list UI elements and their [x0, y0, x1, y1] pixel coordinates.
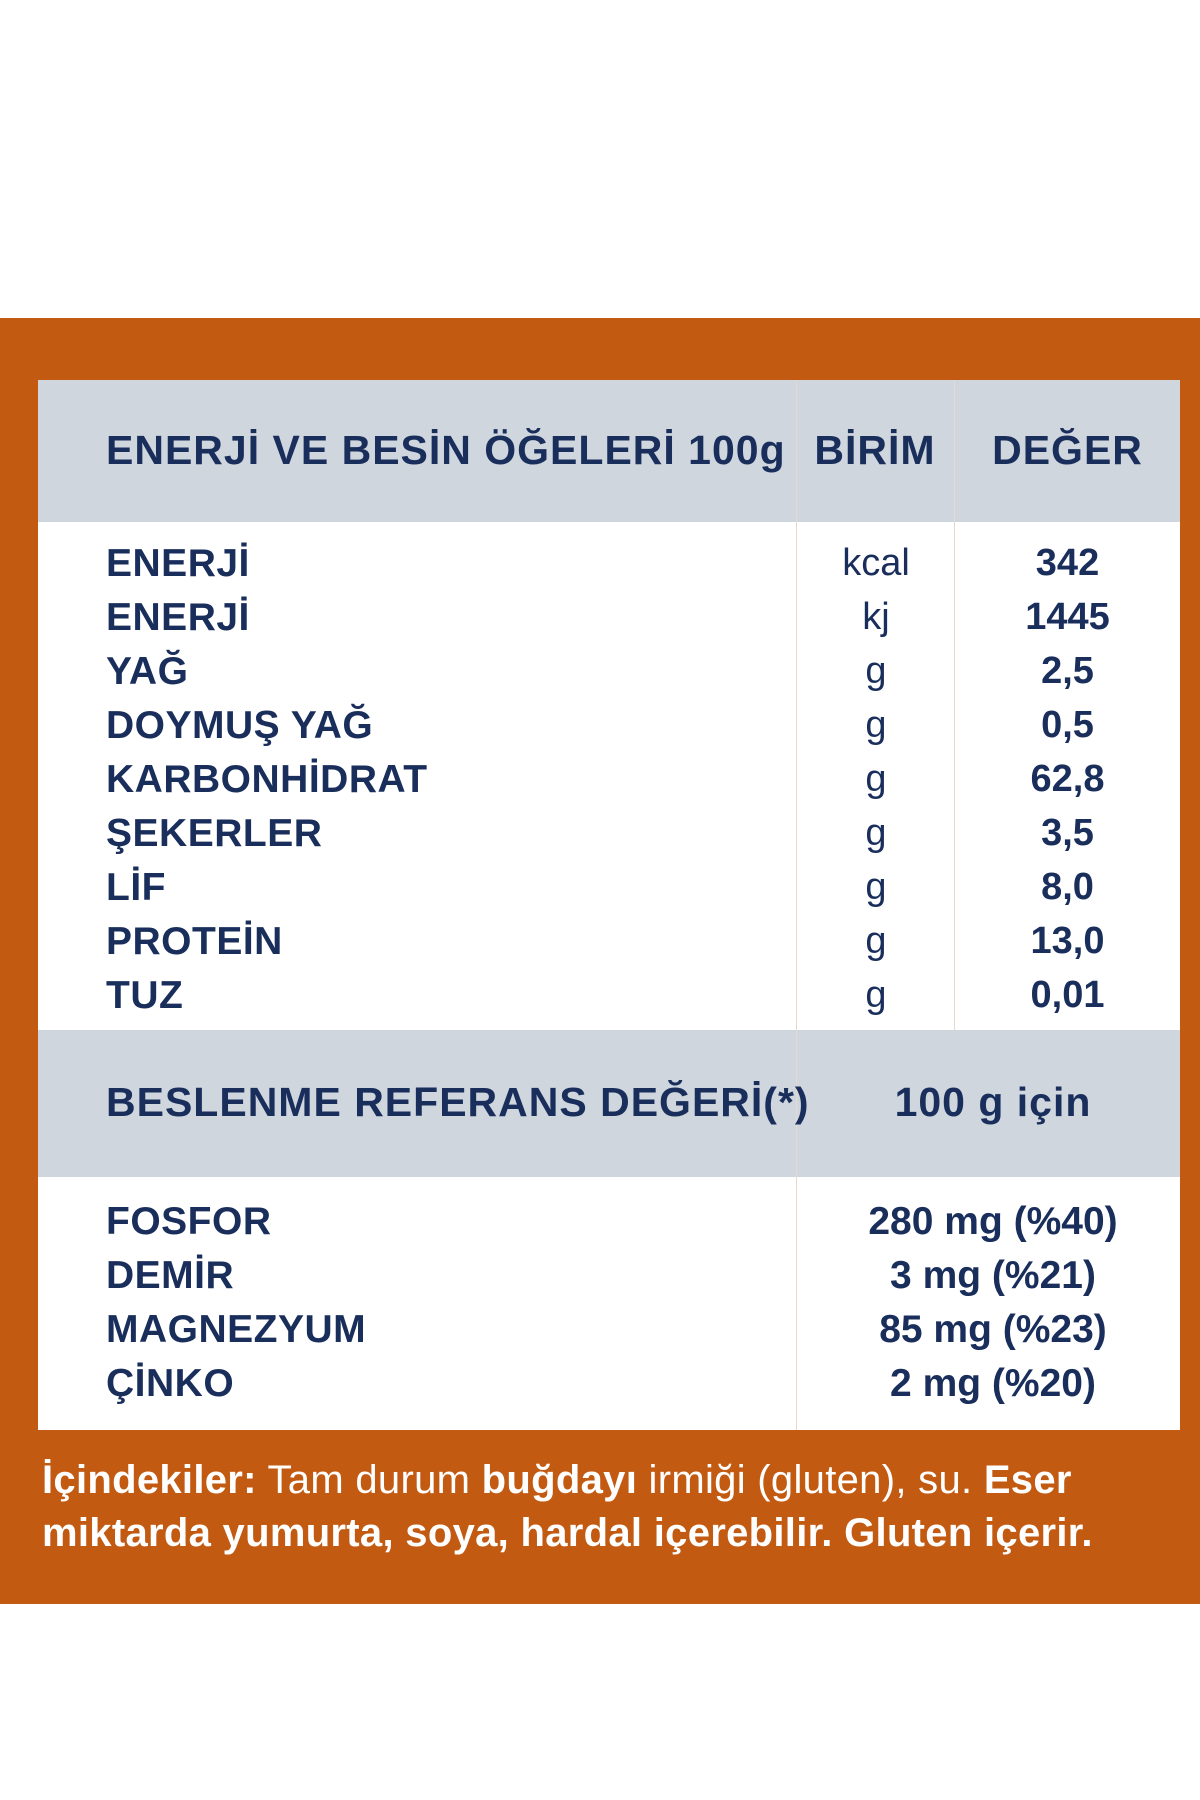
nutrient-value: 0,5 — [1041, 704, 1094, 746]
nutrient-name: DOYMUŞ YAĞ — [106, 704, 374, 747]
mineral-name: MAGNEZYUM — [106, 1308, 367, 1351]
nutrient-value: 13,0 — [1030, 920, 1105, 962]
nutrient-value: 8,0 — [1041, 866, 1094, 908]
header-value: DEĞER — [992, 427, 1143, 473]
nutrient-name: ENERJİ — [106, 542, 250, 585]
nutrient-value: 0,01 — [1030, 974, 1105, 1016]
nutrient-name: PROTEİN — [106, 920, 283, 963]
nutrient-name: KARBONHİDRAT — [106, 758, 428, 801]
nutrient-unit: g — [865, 650, 887, 692]
ingredients-text — [42, 1454, 1192, 1560]
nutrient-value: 62,8 — [1030, 758, 1105, 800]
nutrition-panel — [38, 380, 1180, 1430]
nutrient-value: 342 — [1035, 542, 1100, 584]
header-nutrients: ENERJİ VE BESİN ÖĞELERİ 100g — [106, 427, 786, 473]
nutrient-unit: g — [865, 812, 887, 854]
mineral-name: ÇİNKO — [106, 1362, 235, 1405]
nutrient-name: TUZ — [106, 974, 184, 1017]
column-divider-1 — [796, 380, 797, 1430]
mineral-name: FOSFOR — [106, 1200, 272, 1243]
nutrient-name: LİF — [106, 866, 166, 909]
reference-header-label: BESLENME REFERANS DEĞERİ(*) — [106, 1079, 810, 1125]
nutrient-unit: g — [865, 974, 887, 1016]
mineral-value: 280 mg (%40) — [868, 1200, 1118, 1243]
nutrient-value: 3,5 — [1041, 812, 1094, 854]
reference-header-value: 100 g için — [894, 1079, 1092, 1125]
nutrient-value: 2,5 — [1041, 650, 1094, 692]
mineral-value: 2 mg (%20) — [890, 1362, 1096, 1405]
nutrient-unit: kj — [862, 596, 890, 638]
ingredients-part-2: buğdayı — [481, 1458, 638, 1502]
nutrient-unit: g — [865, 920, 887, 962]
header-unit: BİRİM — [814, 427, 936, 473]
ingredients-allergen-warning: Eser miktarda yumurta, soya, hardal içerebilir. Gluten içerir. — [42, 1458, 1093, 1555]
mineral-value: 3 mg (%21) — [890, 1254, 1096, 1297]
nutrient-name: ŞEKERLER — [106, 812, 323, 855]
nutrient-unit: g — [865, 866, 887, 908]
mineral-value: 85 mg (%23) — [879, 1308, 1107, 1351]
nutrient-unit: g — [865, 704, 887, 746]
nutrient-unit: g — [865, 758, 887, 800]
nutrient-name: YAĞ — [106, 650, 189, 693]
nutrient-value: 1445 — [1025, 596, 1110, 638]
ingredients-part-1: Tam durum — [256, 1458, 482, 1502]
ingredients-label: İçindekiler: — [42, 1458, 257, 1502]
nutrient-name: ENERJİ — [106, 596, 250, 639]
ingredients-part-3: irmiği (gluten), su. — [637, 1458, 984, 1502]
nutrient-unit: kcal — [842, 542, 910, 584]
mineral-name: DEMİR — [106, 1254, 235, 1297]
